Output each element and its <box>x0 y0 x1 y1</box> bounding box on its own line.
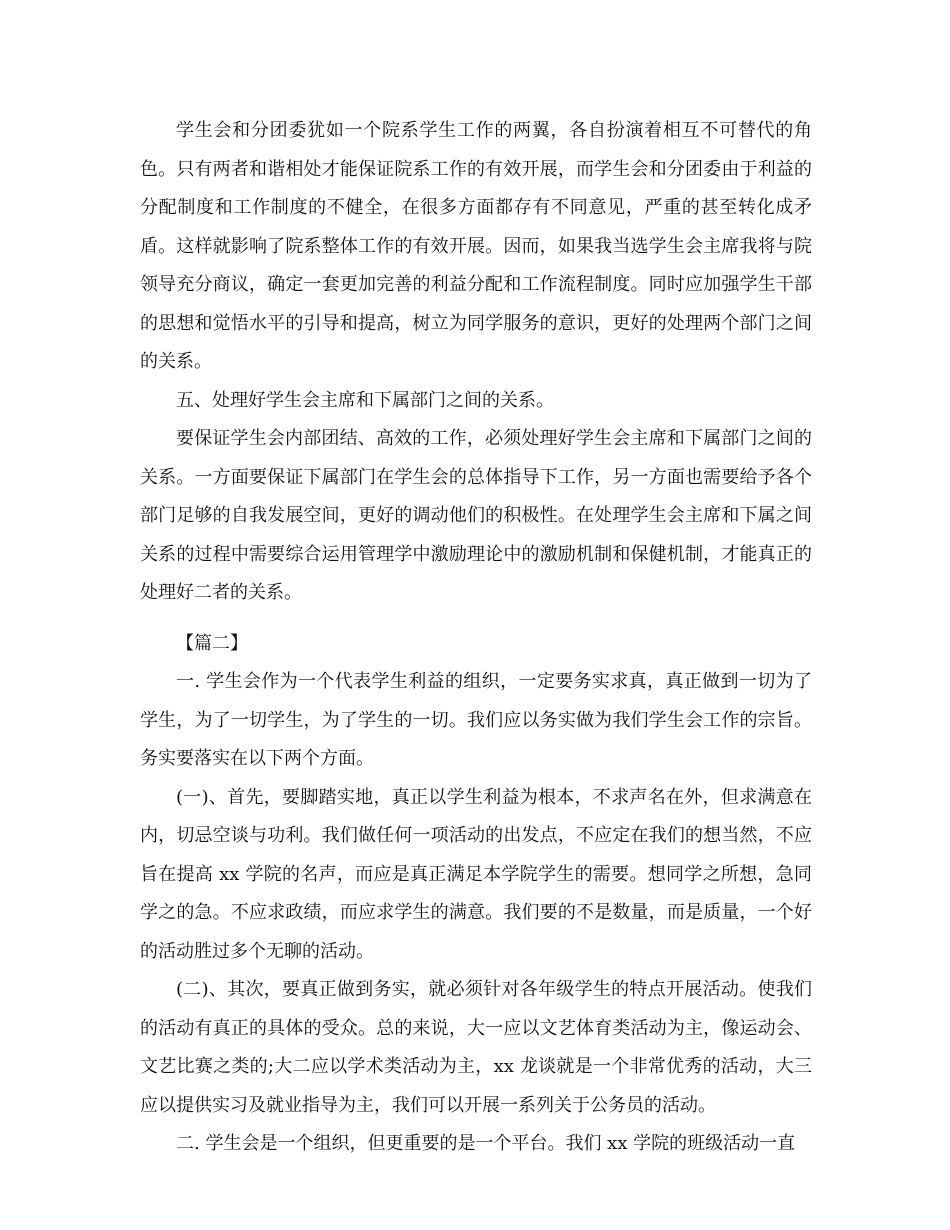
paragraph-internal-relations: 要保证学生会内部团结、高效的工作，必须处理好学生会主席和下属部门之间的关系。一方面要保证下属部门在学生会的总体指导下工作，另一方面也需要给予各个部门足够的自我发展空间，更好的调动他们的积极性。在处理学生会主席和下属之间关系的过程中需要综合运用管理学中激励理论中的激励机制和保健机制，才能真正的处理好二者的关系。 <box>140 428 812 603</box>
section-heading-five: 五、处理好学生会主席和下属部门之间的关系。 <box>176 389 554 411</box>
paragraph-point-one: 一. 学生会作为一个代表学生利益的组织，一定要务实求真，真正做到一切为了学生，为了一切学生，为了学生的一切。我们应以务实做为我们学生会工作的宗旨。务实要落实在以下两个方面。 <box>140 671 812 769</box>
paragraph-subpoint-one: (一)、首先，要脚踏实地，真正以学生利益为根本，不求声名在外，但求满意在内，切忌空谈与功利。我们做任何一项活动的出发点，不应定在我们的想当然，不应旨在提高 xx 学院的名声，而应是真正满足本学院学生的需要。想同学之所想，急同学之的急。不应求政绩，而应求学生的满意。我们要的不是数量，而是质量，一个好的活动胜过多个无聊的活动。 <box>140 786 812 962</box>
spacer <box>140 613 812 625</box>
paragraph-subpoint-two: (二)、其次，要真正做到务实，就必须针对各年级学生的特点开展活动。使我们的活动有真正的具体的受众。总的来说，大一应以文艺体育类活动为主，像运动会、文艺比赛之类的;大二应以学术类活动为主，xx 龙谈就是一个非常优秀的活动，大三应以提供实习及就业指导为主，我们可以开展一系列关于公务员的活动。 <box>140 979 812 1116</box>
paragraph-point-two: 二. 学生会是一个组织，但更重要的是一个平台。我们 xx 学院的班级活动一直 <box>176 1133 796 1154</box>
paragraph-student-union-and-youth-league: 学生会和分团委犹如一个院系学生工作的两翼，各自扮演着相互不可替代的角色。只有两者和谐相处才能保证院系工作的有效开展，而学生会和分团委由于利益的分配制度和工作制度的不健全，在很多方面都存有不同意见，严重的甚至转化成矛盾。这样就影响了院系整体工作的有效开展。因而，如果我当选学生会主席我将与院领导充分商议，确定一套更加完善的利益分配和工作流程制度。同时应加强学生干部的思想和觉悟水平的引导和提高，树立为同学服务的意识，更好的处理两个部门之间的关系。 <box>140 120 812 372</box>
document-body <box>140 112 812 1164</box>
part-two-heading: 【篇二】 <box>176 632 248 654</box>
